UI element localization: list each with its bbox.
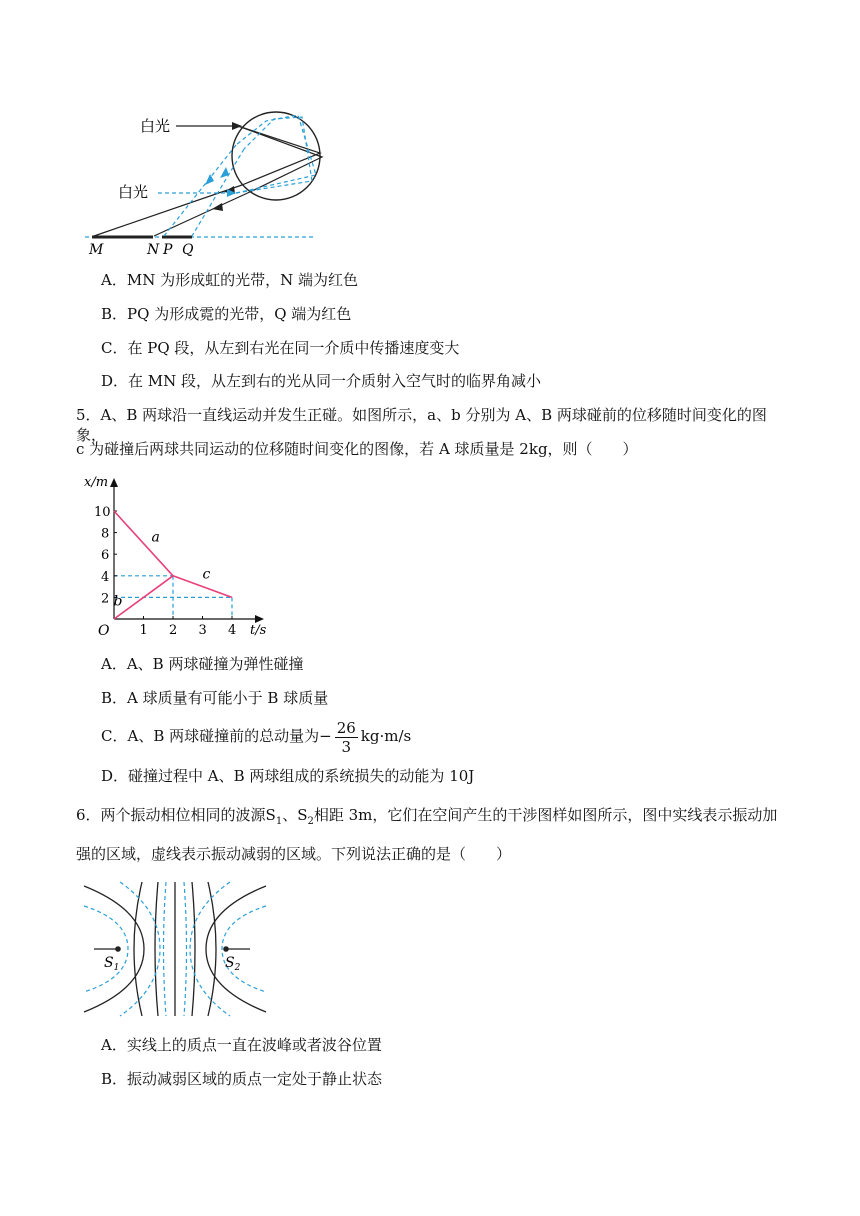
option-text: MN 为形成虹的光带，N 端为红色 <box>126 271 358 289</box>
option-letter: C． <box>101 727 128 745</box>
x-tick-label: 2 <box>169 623 178 638</box>
x-tick-label: 3 <box>198 623 207 638</box>
x-tick-label: 4 <box>228 623 237 638</box>
stem-text: 相距 3m，它们在空间产生的干涉图样如图所示，图中实线表示振动加 <box>313 806 778 824</box>
origin-label: O <box>98 623 110 639</box>
label-n: N <box>147 242 160 258</box>
q6-option-b[interactable] <box>101 1069 382 1089</box>
s1-symbol: S <box>265 806 276 824</box>
option-letter: D． <box>101 767 129 785</box>
s1-label: $S_1$ <box>104 955 120 973</box>
series-label-a: a <box>151 529 160 546</box>
fraction-denominator: 3 <box>341 737 351 756</box>
option-letter: A． <box>101 655 127 673</box>
label-p: P <box>163 242 173 258</box>
series-line-a <box>114 511 173 576</box>
y-tick-label: 10 <box>94 505 111 520</box>
option-text: 实线上的质点一直在波峰或者波谷位置 <box>126 1036 382 1054</box>
y-tick-label: 8 <box>101 526 110 542</box>
option-text: 在 PQ 段，从左到右光在同一介质中传播速度变大 <box>127 339 460 357</box>
option-letter: A． <box>101 1036 127 1054</box>
option-text: 振动减弱区域的质点一定处于静止状态 <box>127 1070 383 1088</box>
s2-subscript: 2 <box>307 816 314 827</box>
q6-option-a[interactable] <box>101 1035 382 1055</box>
xt-chart <box>78 472 278 642</box>
y-tick-label: 4 <box>101 569 110 585</box>
y-tick-label: 2 <box>101 591 110 607</box>
q5-stem-line-2: c 为碰撞后两球共同运动的位移随时间变化的图像，若 A 球质量是 2kg，则（ ） <box>76 440 638 458</box>
q5-option-c[interactable] <box>101 716 411 756</box>
option-letter: C． <box>101 339 128 357</box>
label-m: M <box>89 242 104 258</box>
option-letter: B． <box>101 305 128 323</box>
q4-option-d[interactable] <box>101 371 541 391</box>
q4-option-b[interactable] <box>101 304 351 324</box>
minus-sign: − <box>319 727 332 745</box>
s2-label: $S_2$ <box>225 955 241 973</box>
option-text: PQ 为形成霓的光带，Q 端为红色 <box>127 305 352 323</box>
fraction <box>335 719 358 756</box>
option-text-before: A、B 两球碰撞前的总动量为 <box>127 727 320 745</box>
option-unit: kg·m/s <box>360 727 412 745</box>
white-light-label-2: 白光 <box>118 183 149 201</box>
q5-option-d[interactable] <box>101 766 474 786</box>
s2-symbol: S <box>297 806 308 824</box>
option-text: 碰撞过程中 A、B 两球组成的系统损失的动能为 10J <box>128 767 475 785</box>
y-axis-label: x/m <box>84 475 109 490</box>
white-light-label-1: 白光 <box>140 117 171 135</box>
y-tick-label: 6 <box>101 548 110 564</box>
option-letter: A． <box>101 271 127 289</box>
series-label-c: c <box>202 566 211 583</box>
q4-option-a[interactable] <box>101 270 358 290</box>
q4-option-c[interactable] <box>101 338 459 358</box>
x-tick-label: 1 <box>139 623 148 638</box>
q6-stem-line-2: 强的区域，虚线表示振动减弱的区域。下列说法正确的是（ ） <box>76 845 512 863</box>
separator: 、 <box>282 806 298 824</box>
stem-text: 6．两个振动相位相同的波源 <box>76 806 266 824</box>
s1-subscript: 1 <box>275 816 283 827</box>
option-text: A 球质量有可能小于 B 球质量 <box>127 689 329 707</box>
q5-stem-line-1: 5．A、B 两球沿一直线运动并发生正碰。如图所示，a、b 分别为 A、B 两球碰前的位移随时间变化的图象， <box>76 406 767 444</box>
option-letter: B． <box>101 689 128 707</box>
q5-option-a[interactable] <box>101 654 303 674</box>
q6-stem-line-1 <box>76 805 796 832</box>
x-axis-label: t/s <box>250 623 267 638</box>
fraction-numerator: 26 <box>336 718 356 737</box>
option-text: A、B 两球碰撞为弹性碰撞 <box>126 655 304 673</box>
rainbow-figure <box>80 105 330 265</box>
label-q: Q <box>182 242 194 258</box>
q5-option-b[interactable] <box>101 688 328 708</box>
interference-figure <box>82 880 268 1018</box>
series-label-b: b <box>113 593 123 610</box>
option-letter: D． <box>101 372 129 390</box>
option-text: 在 MN 段，从左到右的光从同一介质射入空气时的临界角减小 <box>128 372 542 390</box>
option-letter: B． <box>101 1070 128 1088</box>
